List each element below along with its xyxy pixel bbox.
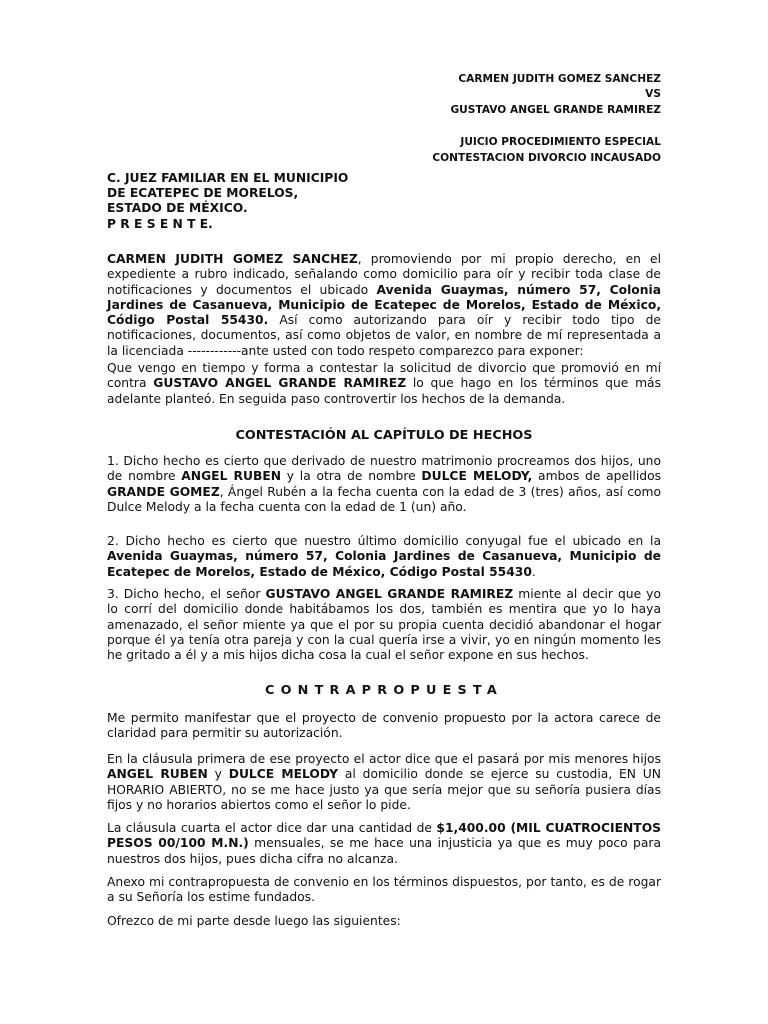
addressee-line-4: P R E S E N T E. bbox=[107, 216, 213, 231]
defendant-ref: GUSTAVO ANGEL GRANDE RAMIREZ bbox=[153, 376, 407, 391]
intro-address: Avenida Guaymas, número 57, Colonia Jardines de Casanueva, Municipio de Ecatepec de Morelos, Estado de México, Código Postal 55430. bbox=[107, 282, 662, 328]
fact-2-paragraph: 2. Dicho hecho es cierto que nuestro último domicilio conyugal fue el ubicado en la Avenida Guaymas, número 57, Colonia Jardines de Casanueva, Municipio de Ecatepec de Morelos, Estado de México, Código Postal 55430. bbox=[107, 534, 661, 579]
case-subject: CONTESTACION DIVORCIO INCAUSADO bbox=[432, 151, 661, 164]
fact-3-paragraph: 3. Dicho hecho, el señor GUSTAVO ANGEL GRANDE RAMIREZ miente al decir que yo lo corrí del domicilio donde habitábamos los dos, también es mentira que yo lo haya amenazado, el señor miente ya que el por su propia cuenta decidió abandonar el hogar porque él ya tenía otra pareja y con la cual quería irse a vivir, yo en ningún momento les he gritado a él y a mis hijos dicha cosa la cual el señor expone en sus hechos. bbox=[107, 587, 661, 663]
addressee-line-3: ESTADO DE MÉXICO. bbox=[107, 201, 248, 216]
versus-label: VS bbox=[645, 88, 661, 101]
fact-1-paragraph: 1. Dicho hecho es cierto que derivado de nuestro matrimonio procreamos dos hijos, uno de nombre ANGEL RUBEN y la otra de nombre DULCE MELODY, ambos de apellidos GRANDE GOMEZ, Ángel Rubén a la fecha cuenta con la edad de 3 (tres) años, así como Dulce Melody a la fecha cuenta con la edad de 1 (un) año. bbox=[107, 454, 662, 514]
defendant-name: GUSTAVO ANGEL GRANDE RAMIREZ bbox=[450, 103, 661, 116]
case-header bbox=[432, 72, 661, 166]
section-title-hechos: CONTESTACIÓN AL CAPÍTULO DE HECHOS bbox=[235, 428, 533, 443]
counterproposal-paragraph-3: La cláusula cuarta el actor dice dar una cantidad de $1,400.00 (MIL CUATROCIENTOS PESOS 00/100 M.N.) mensuales, se me hace una injusticia ya que es muy poco para nuestros dos hijos, pues dicha cifra no alcanza. bbox=[107, 821, 661, 866]
addressee-line-2: DE ECATEPEC DE MORELOS, bbox=[107, 186, 299, 201]
intro-name: CARMEN JUDITH GOMEZ SANCHEZ bbox=[107, 252, 358, 266]
intro-paragraph: CARMEN JUDITH GOMEZ SANCHEZ, promoviendo por mi propio derecho, en el expediente a rubro indicado, señalando como domicilio para oír y recibir toda clase de notificaciones y documentos el ubicado Avenida Guaymas, número 57, Colonia Jardines de Casanueva, Municipio de Ecatepec de Morelos, Estado de México, Código Postal 55430. Así como autorizando para oír y recibir todo tipo de notificaciones, documentos, así como objetos de valor, en nombre de mí representada a la licenciada ------------ante usted con todo respeto comparezco para exponer: bbox=[107, 252, 662, 358]
counterproposal-paragraph-5: Ofrezco de mi parte desde luego las siguientes: bbox=[107, 914, 401, 928]
addressee-line-1: C. JUEZ FAMILIAR EN EL MUNICIPIO bbox=[107, 171, 349, 185]
statement-paragraph: Que vengo en tiempo y forma a contestar la solicitud de divorcio que promovió en mí contra GUSTAVO ANGEL GRANDE RAMIREZ lo que hago en los términos que más adelante planteó. En seguida paso controvertir los hechos de la demanda. bbox=[107, 361, 662, 406]
plaintiff-name: CARMEN JUDITH GOMEZ SANCHEZ bbox=[458, 73, 661, 85]
counterproposal-paragraph-2: En la cláusula primera de ese proyecto el actor dice que el pasará por mis menores hijos ANGEL RUBEN y DULCE MELODY al domicilio donde se ejerce su custodia, EN UN HORARIO ABIERTO, no se me hace justo ya que sería mejor que su señoría pusiera días fijos y no horarios abiertos como el señor lo pide. bbox=[107, 752, 661, 812]
section-title-contrapropuesta: CONTRAPROPUESTA bbox=[265, 683, 503, 698]
procedure-type: JUICIO PROCEDIMIENTO ESPECIAL bbox=[460, 136, 661, 149]
counterproposal-paragraph-4: Anexo mi contrapropuesta de convenio en los términos dispuestos, por tanto, es de rogar a su Señoría los estime fundados. bbox=[107, 875, 661, 905]
counterproposal-paragraph-1: Me permito manifestar que el proyecto de convenio propuesto por la actora carece de claridad para permitir su autorización. bbox=[107, 711, 661, 741]
addressee-block bbox=[107, 171, 348, 232]
alimony-amount: $1,400.00 (MIL CUATROCIENTOS PESOS 00/100 M.N.) bbox=[107, 821, 661, 851]
